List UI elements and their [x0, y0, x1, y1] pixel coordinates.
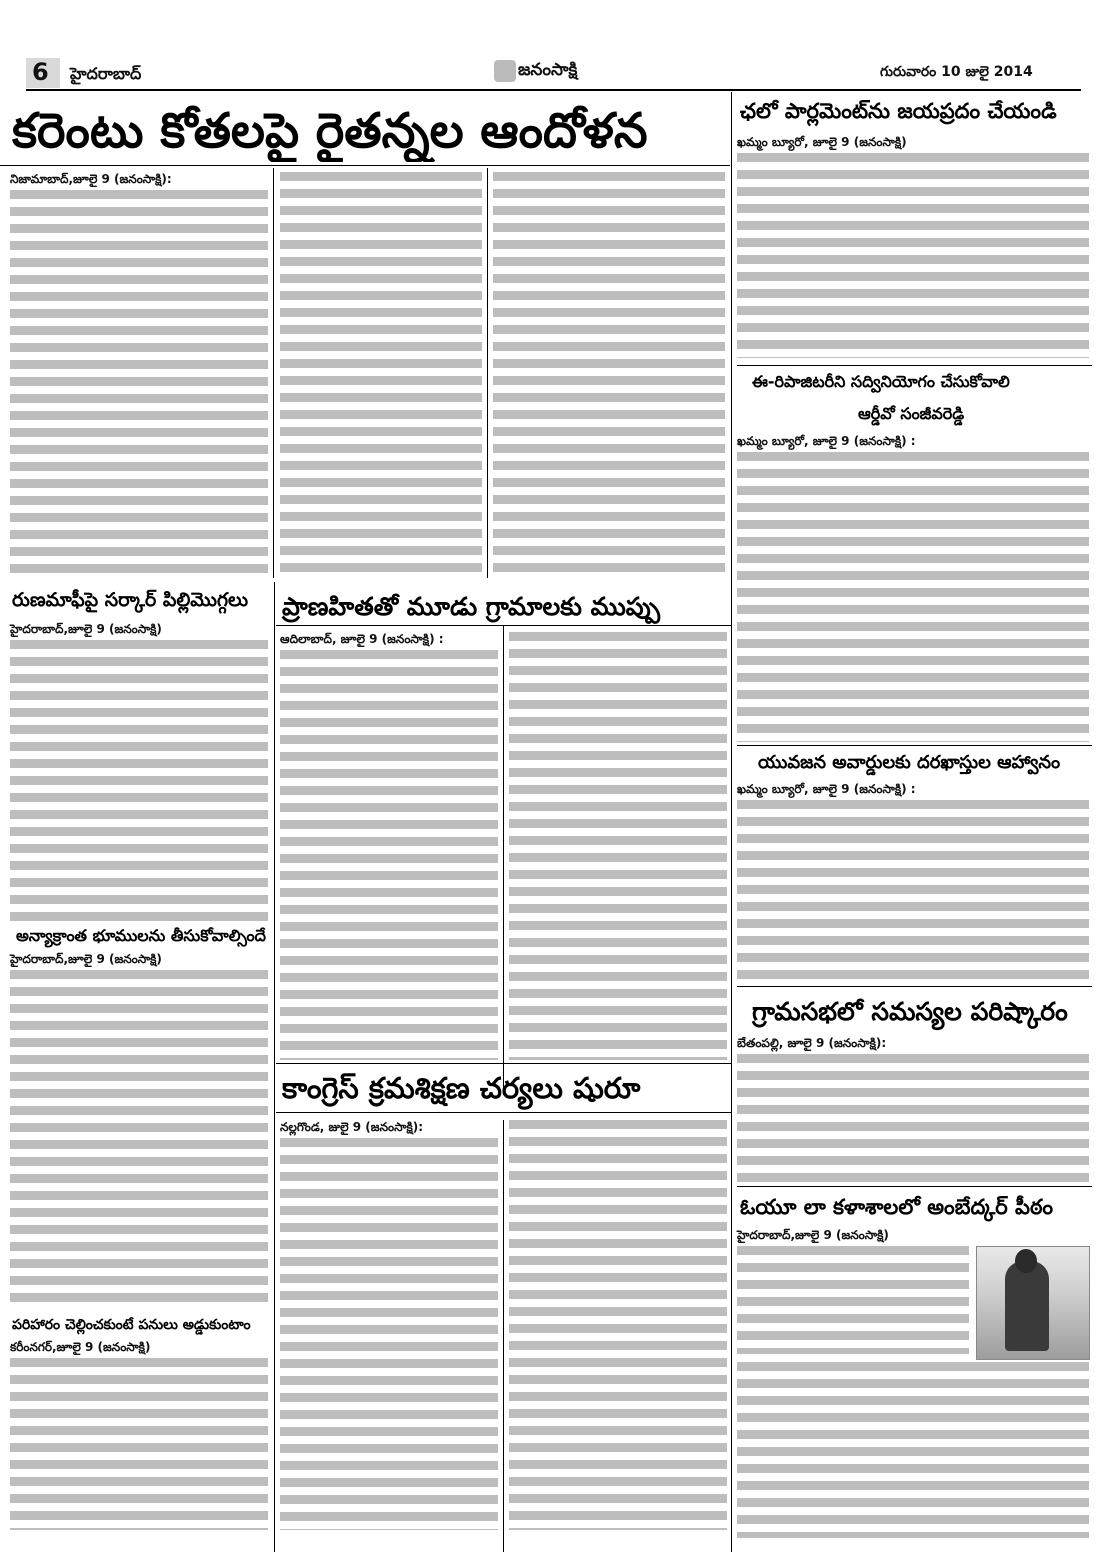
article-body: [493, 172, 725, 578]
article-body: [737, 1246, 969, 1354]
main-headline: కరెంటు కోతలపై రైతన్నల ఆందోళన: [12, 103, 648, 159]
byline: నల్లగొండ, జులై 9 (జనంసాక్షి):: [280, 1120, 423, 1134]
logo-text: జనంసాక్షి: [518, 60, 578, 80]
article-body: [10, 640, 268, 922]
rule: [276, 1063, 731, 1064]
article-body: [280, 650, 498, 1060]
article-body: [10, 970, 268, 1310]
headline-pranahitha: ప్రాణహితతో మూడు గ్రామాలకు ముప్పు: [282, 592, 661, 621]
article-body: [10, 190, 268, 578]
byline: బేతంపల్లి, జూలై 9 (జనంసాక్షి):: [737, 1036, 887, 1050]
rule: [0, 165, 730, 166]
byline: హైదరాబాద్,జూలై 9 (జనంసాక్షి): [10, 622, 162, 636]
city-label: హైదరాబాద్: [70, 64, 142, 83]
masthead-rule: [26, 89, 1081, 91]
column-rule: [487, 168, 488, 578]
column-rule: [503, 625, 504, 1095]
article-body: [280, 1138, 498, 1530]
statue-head-icon: [1015, 1249, 1037, 1273]
rule: [737, 745, 1092, 746]
statue-body-icon: [1005, 1261, 1049, 1351]
rule: [276, 625, 731, 626]
article-body: [737, 1054, 1089, 1182]
logo-emblem-icon: [494, 60, 516, 82]
column-rule: [503, 1120, 504, 1552]
article-body: [509, 632, 727, 1060]
byline: ఆదిలాబాద్, జూలై 9 (జనంసాక్షి) :: [280, 632, 444, 646]
article-body: [737, 153, 1089, 358]
byline: నిజామాబాద్,జూలై 9 (జనంసాక్షి):: [10, 172, 172, 186]
byline: ఖమ్మం బ్యూరో, జూలై 9 (జనంసాక్షి): [737, 135, 907, 149]
headline-loan-waiver: రుణమాఫీపై సర్కార్ పిల్లిమొగ్గలు: [12, 589, 249, 611]
headline-congress: కాంగ్రెస్ క్రమశిక్షణ చర్యలు షురూ: [282, 1071, 641, 1105]
rule: [737, 365, 1092, 366]
article-body: [10, 1358, 268, 1530]
rule: [737, 986, 1092, 987]
byline: ఖమ్మం బ్యూరో, జూలై 9 (జనంసాక్షి) :: [737, 782, 916, 796]
rule: [276, 1112, 731, 1113]
issue-date: గురువారం 10 జులై 2014: [880, 64, 1033, 80]
headline-youth-awards: యువజన అవార్డులకు దరఖాస్తుల ఆహ్వానం: [758, 752, 1061, 773]
article-body: [737, 800, 1089, 980]
rule: [737, 1186, 1092, 1187]
byline: హైదరాబాద్,జూలై 9 (జనంసాక్షి): [737, 1228, 889, 1242]
headline-encroached: అన్యాక్రాంత భూములను తీసుకోవాల్సిందే: [16, 926, 266, 945]
column-rule: [273, 168, 274, 578]
page-number: 6: [32, 58, 49, 86]
byline: కరీంనగర్,జూలై 9 (జనంసాక్షి): [10, 1340, 151, 1354]
headline-gramasabha: గ్రామసభలో సమస్యల పరిష్కారం: [752, 997, 1068, 1026]
article-body: [737, 452, 1089, 742]
headline-compensation: పరిహారం చెల్లించకుంటే పనులు అడ్డుకుంటాం: [12, 1317, 251, 1333]
headline-parliament: ఛలో పార్లమెంట్‌ను జయప్రదం చేయండి: [740, 99, 1057, 123]
headline-ambedkar: ఓయూ లా కళాశాలలో అంబేద్కర్ పీఠం: [740, 1195, 1054, 1219]
byline: ఖమ్మం బ్యూరో, జూలై 9 (జనంసాక్షి) :: [737, 434, 916, 448]
column-rule: [731, 92, 732, 1552]
masthead-logo: [494, 58, 604, 86]
ambedkar-statue-photo: [976, 1246, 1090, 1360]
article-body: [737, 1362, 1089, 1538]
byline: హైదరాబాద్,జూలై 9 (జనంసాక్షి): [10, 952, 162, 966]
column-rule: [274, 582, 275, 1552]
article-body: [280, 172, 482, 578]
headline-eregistry-sub: ఆర్డీవో సంజీవరెడ్డి: [858, 404, 965, 423]
headline-eregistry: ఈ-రిపాజిటరీని సద్వినియోగం చేసుకోవాలి: [752, 372, 1010, 391]
article-body: [509, 1120, 727, 1530]
masthead: [0, 0, 1100, 95]
